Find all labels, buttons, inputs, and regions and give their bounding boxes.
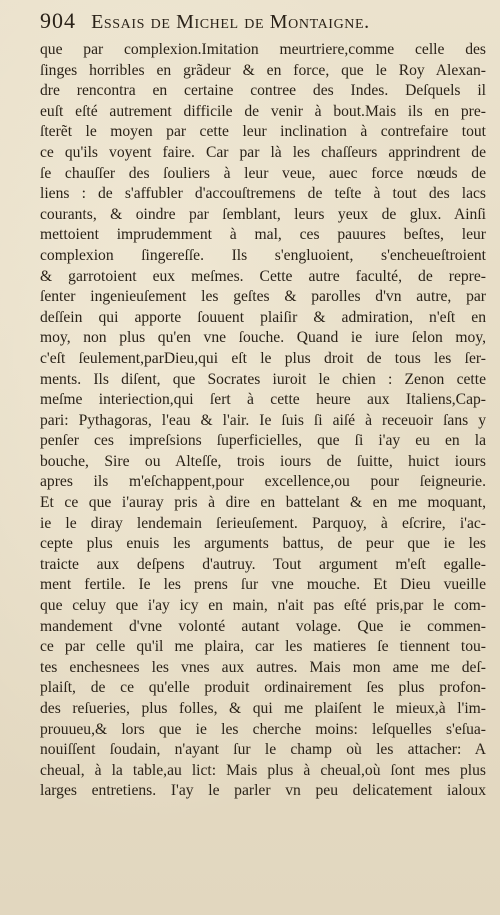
text-line: dre rencontra en certaine contree des Indes. Deſquels il [40,82,486,100]
text-line: cheual, à la table,au lict: Mais plus à cheual,où ſont mes plus [40,761,486,779]
text-line: bouche, Sire ou Alteſſe, trois iours de ſuitte, huict iours [40,452,486,470]
text-line: mettoient imprudemment à mal, ces pauures beſtes, leur [40,226,486,244]
text-line: traicte aux deſpens d'autruy. Tout argument m'eſt egalle- [40,555,486,573]
text-line: euſt eſté autrement difficile de venir à bout.Mais ils en pre- [40,102,486,120]
text-line: complexion ſingereſſe. Ils s'engluoient, s'encheueſtroient [40,246,486,264]
text-line: ſinges horribles en grãdeur & en force, que le Roy Alexan- [40,61,486,79]
text-line: c'eſt ſeulement,parDieu,qui eſt le plus droit de tous les ſer- [40,349,486,367]
text-line: deſſein qui apporte ſouuent plaiſir & admiration, n'eſt en [40,308,486,326]
text-line: mandement d'vne volonté autant volage. Que ie commen- [40,617,486,635]
text-line: ce qu'ils voyent faire. Car par là les chaſſeurs apprindrent de [40,143,486,161]
text-line: courants, & oindre par ſemblant, leurs yeux de glux. Ainſi [40,205,486,223]
text-line: ſe chauſſer des ſouliers à leur veue, auec force nœuds de [40,164,486,182]
text-line: liens : de s'affubler d'accouſtremens de teſte à tout des lacs [40,185,486,203]
text-line: meſme interiection,qui ſert à cette heure aux Italiens,Cap- [40,391,486,409]
text-line: penſer ces impreſsions ſuperficielles, que ſi i'ay eu en la [40,432,486,450]
text-line: cepte plus enuis les arguments battus, de peur que ie les [40,535,486,553]
text-line: prouueu,& lors que ie les cherche moins: leſquelles s'eſua- [40,720,486,738]
text-line: ments. Ils diſent, que Socrates iuroit le chien : Zenon cette [40,370,486,388]
text-line: ment fertile. Ie les prens ſur vne mouche. Et Dieu vueille [40,576,486,594]
text-line: larges entretiens. I'ay le parler vn peu delicatement ialoux [40,782,486,800]
text-line: ce par celle qu'il me plaira, car les matieres ſe tiennent tou- [40,638,486,656]
text-line: Et ce que i'auray pris à dire en battelant & en me moquant, [40,494,486,512]
text-line: ie le diray lendemain ſerieuſement. Parquoy, à eſcrire, i'ac- [40,514,486,532]
text-line: tes enchesnees les vnes aux autres. Mais mon ame me deſ- [40,658,486,676]
text-line: ſterẽt le moyen par cette leur inclination à contrefaire tout [40,123,486,141]
text-line: que celuy que i'ay icy en main, n'ait pas eſté pris,par le com- [40,597,486,615]
page-number: 904 [40,8,76,33]
text-line: & garrotoient eux meſmes. Cette autre faculté, de repre- [40,267,486,285]
text-line: pari: Pythagoras, l'eau & l'air. Ie ſuis ſi aiſé à receuoir ſans y [40,411,486,429]
text-line: moy, non plus qu'en vne ſouche. Quand ie iure ſelon moy, [40,329,486,347]
text-line: apres ils m'eſchappent,pour excellence,ou pour ſeigneurie. [40,473,486,491]
text-line: nouiſſent ſoudain, n'ayant ſur le champ où les attacher: A [40,741,486,759]
text-line: plaiſt, de ce qu'elle produit ordinairement ſes plus profon- [40,679,486,697]
text-line: ſenter ingenieuſement les geſtes & parolles d'vn autre, par [40,288,486,306]
running-title: Essais de Michel de Montaigne. [91,11,370,33]
text-line: que par complexion.Imitation meurtriere,comme celle des [40,41,486,58]
text-line: des reſueries, plus folles, & qui me plaiſent le mieux,à l'im- [40,700,486,717]
body-text [40,40,486,802]
page-header [40,8,480,38]
